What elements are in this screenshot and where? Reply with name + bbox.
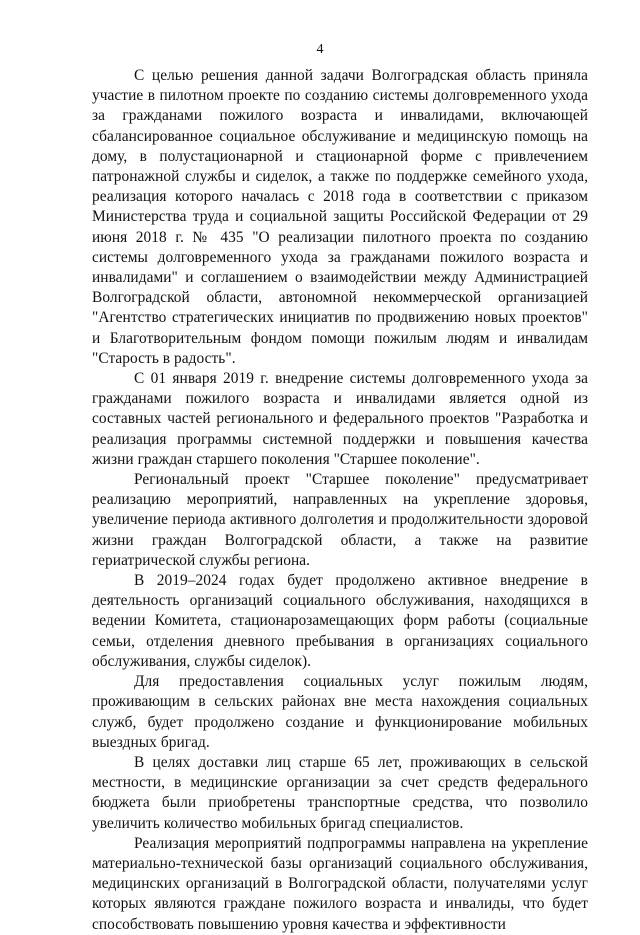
paragraph-regional-project: Региональный проект "Старшее поколение" предусматривает реализацию мероприятий, направленных на укрепление здоровья, увеличение периода активного долголетия и продолжительности здоровой жизни граждан Волгоградской области, а также на развитие гериатрической службы региона. — [92, 471, 588, 569]
paragraph-mobile-brigades: Для предоставления социальных услуг пожилым людям, проживающим в сельских районах вне места нахождения социальных служб, будет продолжено создание и функционирование мобильных выездных бригад. — [92, 673, 588, 751]
paragraph-subprogram: Реализация мероприятий подпрограммы направлена на укрепление материально-технической базы организаций социального обслуживания, медицинских организаций в Волгоградской области, получателями услуг которых являются граждане пожилого возраста и инвалиды, что будет способствовать повышению уровня качества и эффективности — [92, 834, 588, 933]
page-number: 4 — [316, 42, 324, 57]
paragraph-transport: В целях доставки лиц старше 65 лет, проживающих в сельской местности, в медицинские организации за счет средств федерального бюджета были приобретены транспортные средства, что позволило увеличить количество мобильных бригад специалистов. — [92, 753, 588, 832]
document-body — [92, 66, 588, 935]
paragraph-long-term-care-2019: С 01 января 2019 г. внедрение системы долговременного ухода за гражданами пожилого возраста и инвалидами является одной из составных частей регионального и федерального проектов "Разработка и реализация программы системной поддержки и повышения качества жизни граждан старшего поколения "Старшее поколение". — [92, 370, 588, 468]
paragraph-2019-2024: В 2019–2024 годах будет продолжено активное внедрение в деятельность организаций социального обслуживания, находящихся в ведении Комитета, стационарозамещающих форм работы (социальные семьи, отделения дневного пребывания в организациях социального обслуживания, службы сиделок). — [92, 572, 588, 670]
paragraph-pilot-project: С целью решения данной задачи Волгоградская область приняла участие в пилотном проекте по созданию системы долговременного ухода за гражданами пожилого возраста и инвалидами, включающей сбалансированное социальное обслуживание и медицинскую помощь на дому, в полустационарной и стационарной форме с привлечением патронажной службы и сиделок, а также по поддержке семейного ухода, реализация которого началась с 2018 года в соответствии с приказом Министерства труда и социальной защиты Российской Федерации от 29 июня 2018 г. № 435 "О реализации пилотного проекта по созданию системы долговременного ухода за гражданами пожилого возраста и инвалидами" и соглашением о взаимодействии между Администрацией Волгоградской области, автономной некоммерческой организацией "Агентство стратегических инициатив по продвижению новых проектов" и Благотворительным фондом помощи пожилым людям и инвалидам "Старость в радость". — [92, 67, 588, 367]
